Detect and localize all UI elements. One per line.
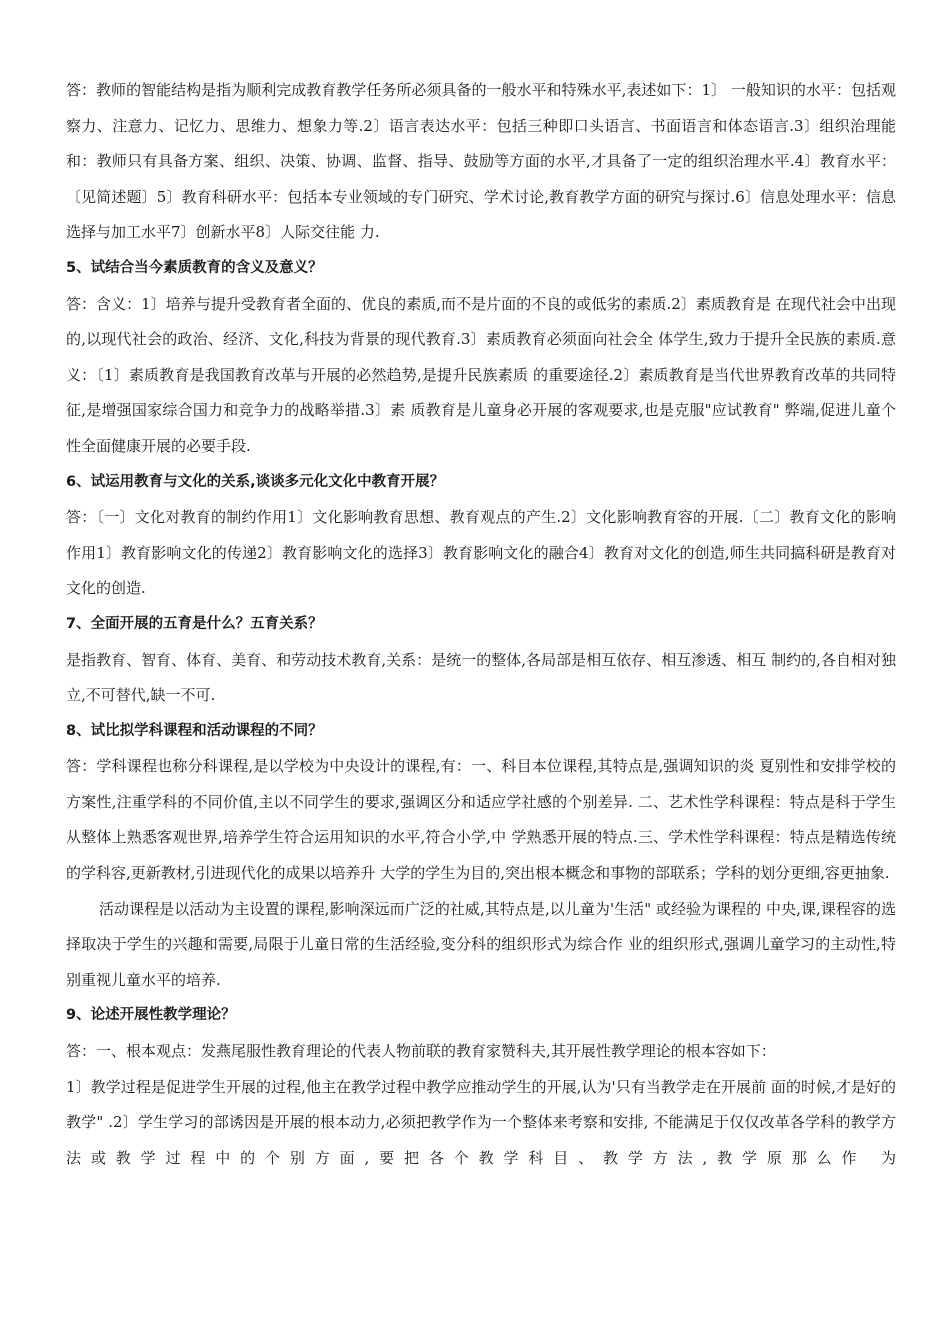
answer-paragraph-5: 答：含义：1〕培养与提升受教育者全面的、优良的素质,而不是片面的不良的或低劣的素质.2〕素质教育是 在现代社会中出现的,以现代社会的政治、经济、文化,科技为背景的现代教育.3〕素质教育必须面向社会全 体学生,致力于提升全民族的素质.意义：〔1〕素质教育是我国教育改革与开展的必然趋势,是提升民族素质 的重要途径.2〕素质教育是当代世界教育改革的共同特征,是增强国家综合国力和竞争力的战略举措.3〕素 质教育是儿童身必开展的客观要求,也是克服"应试教育" 弊端,促进儿童个性全面健康开展的必要手段. (66, 294, 896, 455)
question-heading-6: 6、试运用教育与文化的关系,谈谈多元化文化中教育开展？ (66, 473, 445, 490)
answer-paragraph-7: 是指教育、智育、体育、美育、和劳动技术教育,关系：是统一的整体,各局部是相互依存、相互渗透、相互 制约的,各自相对独立,不可替代,缺一不可. (66, 650, 896, 705)
question-heading-7: 7、全面开展的五育是什么？五育关系？ (66, 615, 323, 632)
answer-paragraph-9-intro: 答：一、根本观点：发燕尾服性教育理论的代表人物前联的教育家赞科夫,其开展性教学理论的根本容如下： (66, 1042, 776, 1061)
question-heading-8: 8、试比拟学科课程和活动课程的不同？ (66, 722, 323, 739)
answer-paragraph-9-point-1: 1〕教学过程是促进学生开展的过程,他主在教学过程中教学应推动学生的开展,认为'只有当教学走在开展前 面的时候,才是好的教学" .2〕学生学习的部诱因是开展的根本动力,必须把教学作为一个整体来考察和安排, 不能满足于仅仅改革各学科的教学方法或教学过程中的个别方面,要把各个教学科目、教学方法,教学原那么作 为 (66, 1077, 896, 1167)
question-heading-9: 9、论述开展性教学理论？ (66, 1007, 236, 1024)
answer-paragraph-6: 答：〔一〕文化对教育的制约作用1〕文化影响教育思想、教育观点的产生.2〕文化影响教育容的开展.〔二〕教育文化的影响作用1〕教育影响文化的传递2〕教育影响文化的选择3〕教育影响文化的融合4〕教育对文化的创造,师生共同搞科研是教育对文化的创造. (66, 508, 896, 598)
answer-paragraph-8-activity-course: 活动课程是以活动为主设置的课程,影响深远而广泛的社威,其特点是,以儿童为'生活" 或经验为课程的 中央,课,课程容的选择取决于学生的兴趣和需要,局限于儿童日常的生活经验,变分科的组织形式为综合作 业的组织形式,强调儿童学习的主动性,特别重视儿童水平的培养. (66, 899, 896, 989)
answer-paragraph-8: 答：学科课程也称分科课程,是以学校为中央设计的课程,有：一、科目本位课程,其特点是,强调知识的炎 夏别性和安排学校的方案性,注重学科的不同价值,主以不同学生的要求,强调区分和适应学社感的个别差异. 二、艺术性学科课程：特点是科于学生从整体上熟悉客观世界,培养学生符合运用知识的水平,符合小学,中 学熟悉开展的特点.三、学术性学科课程：特点是精选传统的学科容,更新教材,引进现代化的成果以培养升 大学的学生为目的,突出根本概念和事物的部联系；学科的划分更细,容更抽象. (66, 757, 896, 883)
question-heading-5: 5、试结合当今素质教育的含义及意义？ (66, 259, 323, 276)
answer-paragraph-teacher-ability: 答：教师的智能结构是指为顺利完成教育教学任务所必须具备的一般水平和特殊水平,表述如下：1〕 一般知识的水平：包括观察力、注意力、记忆力、思维力、想象力等.2〕语言表达水平：包括三种即口头语言、书面语言和体态语言.3〕组织治理能和：教师只有具备方案、组织、决策、协调、监督、指导、鼓励等方面的水平,才具备了一定的组织治理水平.4〕教育水平：〔见简述题〕5〕教育科研水平：包括本专业领域的专门研究、学术讨论,教育教学方面的研究与探讨.6〕信息处理水平：信息选择与加工水平7〕创新水平8〕人际交往能 力. (66, 81, 896, 242)
